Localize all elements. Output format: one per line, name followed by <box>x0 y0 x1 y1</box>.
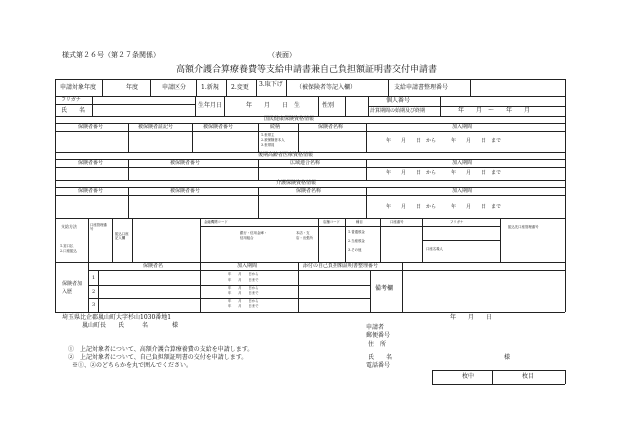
form-code: 様式第２６号（第２７条関係） <box>62 51 160 59</box>
bank-h-branch-code: 店舗コード <box>323 220 340 224</box>
kokuho-period-value[interactable]: 年 月 日 から 年 月 日 まで <box>386 138 502 144</box>
rule <box>200 218 201 262</box>
option-change[interactable]: 2.変更 <box>231 84 249 91</box>
rule <box>200 262 201 312</box>
rule <box>500 218 501 262</box>
birthdate-field[interactable]: 年 月 日 生 <box>246 102 301 109</box>
rule <box>345 96 346 116</box>
label-applicant-name: 氏 名 <box>368 354 393 361</box>
label-kubun: 申請区分 <box>162 84 187 91</box>
label-applicant: 申請者 <box>366 324 385 331</box>
cert-h-period: 加入期間 <box>237 263 258 269</box>
label-tel: 電話番号 <box>366 362 391 369</box>
rule <box>88 218 89 262</box>
rule <box>132 218 133 262</box>
rule <box>55 123 565 124</box>
option-withdraw[interactable]: 3.取下げ <box>259 81 283 88</box>
form-title: 高額介護合算療養費等支給申請書兼自己負担額証明書交付申請書 <box>176 65 438 75</box>
rule <box>298 262 299 312</box>
kokuho-h-insurer-name: 保険者名称 <box>318 124 344 130</box>
rule <box>224 96 225 116</box>
rule <box>258 123 259 152</box>
label-sheet-number: 枚目 <box>522 373 535 380</box>
koki-h-insurer-no: 保険者番号 <box>78 160 104 166</box>
bank-h-holder: 口座名義人 <box>426 247 443 251</box>
kaigo-h-insurer-name: 保険者名称 <box>296 188 322 194</box>
rule <box>256 79 257 96</box>
rule <box>55 195 565 196</box>
rule <box>196 79 197 96</box>
rule <box>195 96 196 116</box>
label-nendo: 年度 <box>126 84 139 91</box>
kaigo-h-period: 加入期間 <box>452 188 473 194</box>
rule <box>55 312 565 313</box>
bank-h-transfer-mgmt: 振込先口座管理番号 <box>508 225 539 229</box>
kokuho-type-opt-2[interactable]: 2.被保険者本人 <box>261 138 285 142</box>
kokuho-h-insurer-no: 保険者番号 <box>78 124 104 130</box>
kokuho-type-opt-3[interactable]: 3.世帯員 <box>261 143 275 147</box>
kokuho-type-opt-1[interactable]: 1.世帯主 <box>261 133 275 137</box>
rule <box>432 370 565 371</box>
calc-period-field[interactable]: 年 月 ～ 年 月 <box>458 107 531 114</box>
label-name: 氏 名 <box>61 107 86 114</box>
rule <box>192 123 193 152</box>
koki-h-insured-no: 被保険者番号 <box>170 160 201 166</box>
cert-row-3-to[interactable]: 年 月 日まで <box>228 304 259 308</box>
bank-h-method: 支給方法 <box>61 224 77 229</box>
cert-remarks: 備考欄 <box>375 285 394 292</box>
label-sama: 様 <box>504 354 511 361</box>
kokuho-h-type: 続柄 <box>270 124 281 130</box>
rule <box>402 262 403 312</box>
label-calc-period: 計算期間の始期及び終期 <box>370 108 426 114</box>
cert-h-name: 保険者名 <box>143 263 164 269</box>
cert-row-2-to[interactable]: 年 月 日まで <box>228 291 259 295</box>
rule <box>88 262 89 312</box>
cert-row-num-1: 1 <box>92 275 96 281</box>
bank-kind-opt-2[interactable]: 2.当座預金 <box>348 239 365 243</box>
rule <box>345 218 346 262</box>
rule <box>422 240 500 241</box>
cert-row-num-3: 3 <box>92 302 96 308</box>
rule <box>226 79 227 96</box>
koki-period-value[interactable]: 年 月 日 から 年 月 日 まで <box>386 170 502 176</box>
rule <box>55 131 565 132</box>
bank-method-opt-1[interactable]: 1.窓口払 <box>60 244 74 248</box>
bank-h-account-entry: 振込口座記入欄 <box>115 232 129 241</box>
bank-h-furigana: フリガナ <box>450 220 464 224</box>
kokuho-h-symbol: 被保険者証記号 <box>138 124 174 130</box>
rule <box>366 187 367 218</box>
rule <box>55 167 565 168</box>
kaigo-h-insurer-no: 保険者番号 <box>78 188 104 194</box>
bank-h-bank-type: 銀行・信用金庫・信用組合 <box>240 231 268 240</box>
cert-row-num-2: 2 <box>92 289 96 295</box>
bank-h-kind: 種目 <box>356 220 363 224</box>
kaigo-title: 介護保険資格情報 <box>276 180 317 186</box>
cert-row-3-from[interactable]: 年 月 日から <box>228 299 259 303</box>
rule <box>318 218 319 262</box>
rule <box>102 79 103 96</box>
rule <box>565 79 566 312</box>
rule <box>150 79 151 96</box>
note-applicant-section: （被保険者等記入欄） <box>296 84 357 91</box>
seiri-no-field[interactable] <box>471 80 564 95</box>
bank-kind-opt-3[interactable]: 3.その他 <box>348 248 362 252</box>
rule <box>98 270 99 312</box>
label-birthdate: 生年月日 <box>198 102 223 109</box>
decl-note: ※①、②のどちらかを丸で囲んでください。 <box>72 362 193 369</box>
rule <box>128 123 129 152</box>
rule <box>432 384 565 385</box>
kaigo-h-insured-no: 被保険者番号 <box>170 188 201 194</box>
cert-row-2-from[interactable]: 年 月 日から <box>228 286 259 290</box>
option-new[interactable]: 1.新規 <box>201 84 219 91</box>
bank-method-opt-2[interactable]: 2.口座振込 <box>60 249 77 253</box>
kojin-no-field[interactable] <box>441 97 564 105</box>
rule <box>432 370 433 384</box>
koki-title: 後期高齢者医療資格情報 <box>258 152 314 158</box>
cert-row-1-from[interactable]: 年 月 日から <box>228 272 259 276</box>
kokuho-h-period: 加入期間 <box>452 124 473 130</box>
label-sex: 性別 <box>322 102 335 109</box>
label-postal: 郵便番号 <box>366 332 391 339</box>
label-kojin-no: 個人番号 <box>386 97 411 104</box>
bank-h-branch-type: 本店・支店・出張所 <box>296 231 313 240</box>
label-target-year: 申請対象年度 <box>60 84 97 91</box>
rule <box>492 370 493 384</box>
label-furigana: フリガナ <box>61 97 81 103</box>
label-total-sheets: 枚中 <box>462 373 475 380</box>
rule <box>112 218 113 262</box>
form-side: （表面） <box>268 51 296 59</box>
rule <box>318 96 319 116</box>
bank-h-code: 金融機関コード <box>204 220 228 224</box>
label-address: 住 所 <box>368 341 387 348</box>
name-field[interactable] <box>93 105 194 115</box>
kokuho-title: 国民健康保険資格情報 <box>264 116 315 122</box>
rule <box>128 159 129 180</box>
furigana-field[interactable] <box>93 97 194 103</box>
bank-h-account-mgmt: 口座管理番号 <box>90 223 107 232</box>
rule <box>128 187 129 218</box>
rule <box>388 79 389 96</box>
rule <box>298 123 299 152</box>
cert-label: 保険者加入歴 <box>62 281 83 295</box>
kokuho-h-insured-no: 被保険者番号 <box>203 124 234 130</box>
koki-h-union: 広域連合名称 <box>290 160 321 166</box>
rule <box>565 370 566 384</box>
rule <box>370 270 371 312</box>
cert-row-1-to[interactable]: 年 月 日まで <box>228 278 259 282</box>
rule <box>366 159 367 180</box>
bank-h-account-no: 口座番号 <box>390 220 404 224</box>
decl-line-2: ② 上記対象者について、自己負担額証明書の交付を申請します。 <box>68 354 248 361</box>
label-seiri-no: 支給申請書整理番号 <box>394 84 449 91</box>
rule <box>88 270 565 271</box>
bank-kind-opt-1[interactable]: 1.普通預金 <box>348 230 365 234</box>
kaigo-period-value[interactable]: 年 月 日 から 年 月 日 まで <box>386 204 502 210</box>
rule <box>380 218 381 262</box>
submit-date[interactable]: 年 月 日 <box>450 314 493 321</box>
rule <box>200 226 500 227</box>
rule <box>286 79 287 96</box>
decl-line-1: ① 上記対象者について、高額介護合算療養費の支給を申請します。 <box>68 346 254 353</box>
koki-h-period: 加入期間 <box>452 160 473 166</box>
mayor-address: 埼玉県比企郡嵐山町大字杉山1030番地1 <box>62 314 172 321</box>
rule <box>258 159 259 180</box>
cert-h-cert-no: 添付の自己負担額証明書整理番号 <box>303 263 379 269</box>
mayor-line: 嵐山町長 氏 名 様 <box>82 322 179 329</box>
rule <box>366 123 367 152</box>
rule <box>258 187 259 218</box>
